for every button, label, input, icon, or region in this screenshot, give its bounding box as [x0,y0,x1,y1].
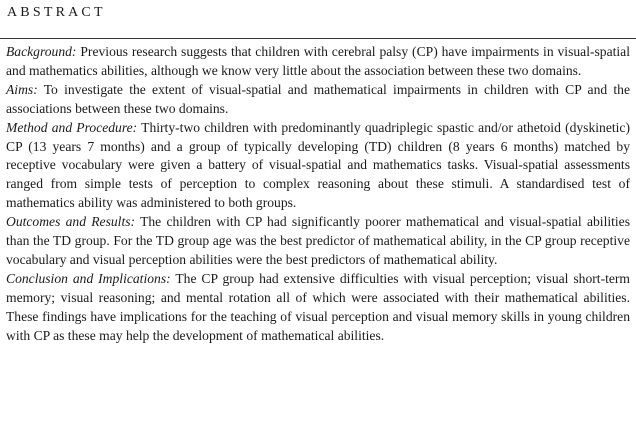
section-text-background: Previous research suggests that children with cerebral palsy (CP) have impairments in visual-spatial and mathematics abilities, although we know very little about the association between these two domains. [6,44,630,78]
section-label-aims: Aims: [6,81,38,97]
abstract-paragraph-conclusion [6,270,630,346]
abstract-paragraph-results [6,213,630,270]
abstract-paragraph-background [6,43,630,81]
section-text-method: Thirty-two children with predominantly quadriplegic spastic and/or athetoid (dyskinetic) CP (13 years 7 months) and a group of typically developing (TD) children (8 years 6 months) matched by receptive vocabulary were given a battery of visual-spatial and mathematics tasks. Visual-spatial assessments ranged from simple tests of perception to complex reasoning about these stimuli. A standardised test of mathematics ability was administered to both groups. [6,119,630,211]
abstract-body [6,43,630,346]
section-label-conclusion: Conclusion and Implications: [6,270,171,286]
section-text-aims: To investigate the extent of visual-spatial and mathematical impairments in children with CP and the associations between these two domains. [6,81,630,116]
abstract-paragraph-method [6,119,630,214]
heading-divider [0,38,636,39]
section-label-background: Background: [6,44,77,59]
abstract-heading: ABSTRACT [7,5,106,20]
section-label-method: Method and Procedure: [6,119,138,135]
abstract-paragraph-aims [6,81,630,119]
section-text-conclusion: The CP group had extensive difficulties with visual perception; visual short-term memory; visual reasoning; and mental rotation all of which were associated with their mathematical abilities. These findings have implications for the teaching of visual perception and visual memory skills in young children with CP as these may help the development of mathematical abilities. [6,270,631,343]
section-label-results: Outcomes and Results: [6,214,136,230]
section-text-results: The children with CP had significantly poorer mathematical and visual-spatial abilities than the TD group. For the TD group age was the best predictor of mathematical ability, in the CP group receptive vocabulary and visual perception abilities were the best predictors of mathematical ability. [6,214,630,267]
